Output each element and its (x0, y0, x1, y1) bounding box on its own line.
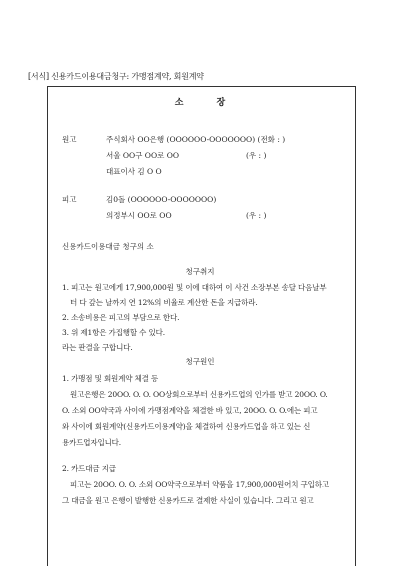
document-frame (47, 86, 356, 566)
form-header-label: [서식] 신용카드이용대금청구: 가맹점계약, 회원계약 (28, 72, 204, 81)
claim-purpose-line: 3. 위 제1항은 가집행할 수 있다. (62, 328, 165, 337)
document-title: 소 장 (174, 98, 226, 108)
plaintiff-representative: 대표이사 김 O O (106, 167, 162, 176)
claim-purpose-line: 2. 소송비용은 피고의 부담으로 한다. (62, 313, 180, 322)
claim-purpose-title: 청구취지 (185, 267, 215, 276)
section1-line: 용카드업자입니다. (62, 438, 121, 447)
defendant-label: 피고 (62, 195, 77, 204)
section1-line: O. 소외 OO약국과 사이에 가맹점계약을 체결한 바 있고, 20OO. O. O.에는 피고 (62, 406, 318, 415)
claim-purpose-line: 라는 판결을 구합니다. (62, 343, 133, 352)
section2-line: 그 대금을 원고 은행이 발행한 신용카드로 결제한 사실이 있습니다. 그리고 원고 (62, 496, 314, 505)
section2-line: 피고는 20OO. O. O. 소외 OO약국으로부터 약품을 17,900,000원어치 구입하고 (70, 480, 329, 489)
case-name: 신용카드이용대금 청구의 소 (62, 242, 154, 251)
section1-heading: 1. 가맹점 및 회원계약 체결 등 (62, 374, 159, 383)
section1-line: 원고은행은 20OO. O. O. OO상회으로부터 신용카드업의 인가를 받고 20OO. O. (70, 390, 328, 399)
claim-purpose-line: 터 다 갚는 날까지 연 12%의 비율로 계산한 돈을 지급하라. (70, 298, 258, 307)
section2-heading: 2. 카드대금 지급 (62, 464, 116, 473)
section1-line: 와 사이에 회원계약(신용카드이용계약)을 체결하여 신용카드업을 하고 있는 신 (62, 422, 311, 431)
plaintiff-label: 원고 (62, 135, 77, 144)
plaintiff-name: 주식회사 OO은행 (OOOOOO-OOOOOOO) (전화 : ) (106, 135, 286, 144)
claim-cause-title: 청구원인 (185, 357, 215, 366)
claim-purpose-line: 1. 피고는 원고에게 17,900,000원 및 이에 대하여 이 사건 소장부본 송달 다음날부 (62, 283, 327, 292)
plaintiff-zip: (우 : ) (246, 151, 267, 160)
defendant-zip: (우 : ) (246, 211, 267, 220)
defendant-name: 김0돌 (OOOOOO-OOOOOOO) (106, 195, 217, 204)
defendant-address: 의정부시 OO로 OO (106, 211, 172, 220)
plaintiff-address: 서울 OO구 OO로 OO (106, 151, 180, 160)
